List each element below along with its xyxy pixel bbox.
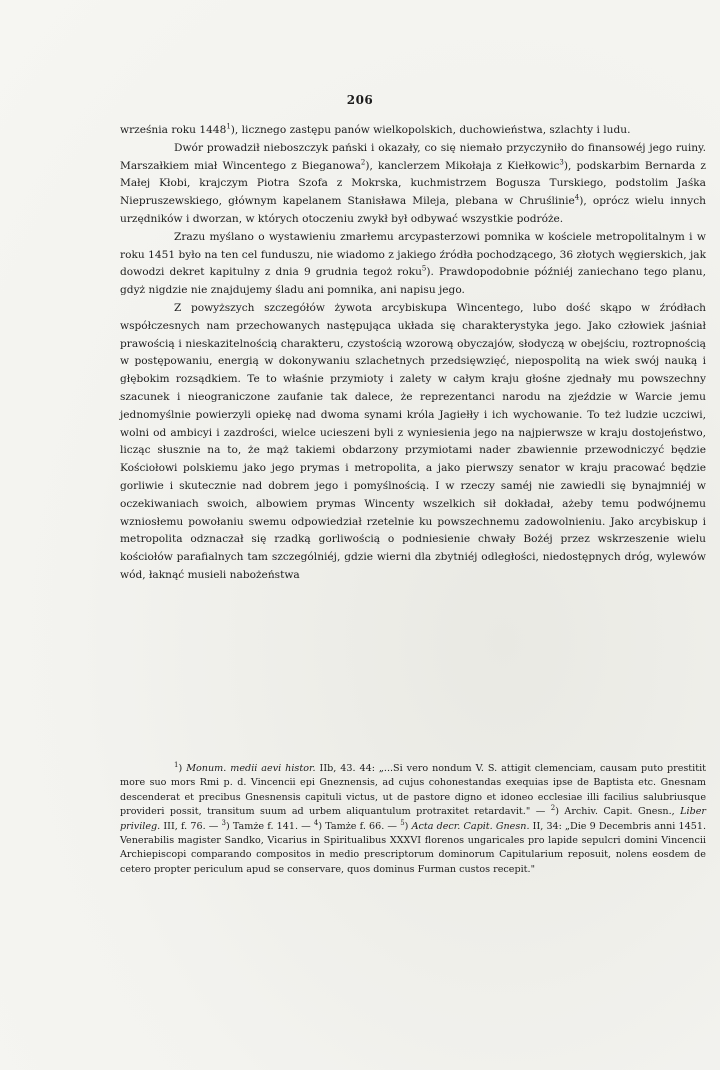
text-run: ), podskarbim Bernarda z Małej Kłobi, krajczym Piotra Szofa z Mokrska, kuchmistrzem Bogusza Turskiego, podstolim Jaśka Niepruszewskiego, głównym kapelanem Stanisława Mileja, plebana w Chruślinie — [120, 159, 706, 208]
italic-citation: Acta decr. Capit. Gnesn. — [411, 820, 530, 832]
italic-citation: Liber privileg. — [120, 806, 706, 832]
footnote-marker: 5 — [421, 264, 427, 273]
text-run: ) — [404, 820, 412, 832]
text-run: ) Tamże f. 141. — — [225, 820, 314, 832]
main-text — [120, 122, 706, 585]
footnote-marker: 2 — [360, 158, 366, 167]
text-run: II, 34: „Die 9 Decembris anni 1451. Venerabilis magister Sandko, Vicarius in Spiritualibus XXXVI florenos ungaricales pro lapide sepulcri domini Vincencii Archiepiscopi comparando compositos in medio prescriptorum dominorum Capitularium reposuit, nolens eosdem de cetero propter periculum apud se conservare, quos dominus Furman custos recepit." — [120, 820, 706, 875]
text-run: ), oprócz wielu innych urzędników i dworzan, w których otoczeniu zwykł był odbywać wszystkie podróże. — [120, 195, 706, 225]
text-run: ), kanclerzem Mikołaja z Kiełkowic — [365, 159, 560, 172]
footnote-marker: 3 — [559, 158, 564, 167]
paragraph — [120, 300, 706, 585]
footnote — [120, 762, 706, 877]
footnote-marker: 5 — [400, 818, 405, 827]
text-run: Zrazu myślano o wystawieniu zmarłemu arcypasterzowi pomnika w kościele metropolitalnym i w roku 1451 było na ten cel funduszu, nie wiadomo z jakiego źródła pochodzącego, 36 złotych węgierskich, jak dowodzi dekret kapitulny z dnia 9 grudnia tegoż roku — [120, 230, 706, 279]
paragraph — [120, 140, 706, 229]
paragraph — [120, 229, 706, 300]
text-run: Dwór prowadził nieboszczyk pański i okazały, co się niemało przyczyniło do finansowéj jego ruiny. Marszałkiem miał Wincentego z Bieganowa — [120, 141, 706, 172]
footnotes — [120, 762, 706, 877]
text-run: września roku 1448 — [120, 124, 227, 136]
text-run: ), licznego zastępu panów wielkopolskich, duchowieństwa, szlachty i ludu. — [230, 124, 631, 136]
text-run: ) Tamże f. 66. — — [318, 820, 401, 832]
footnote-marker: 1 — [226, 122, 231, 131]
text-run: ). Prawdopodobnie późniéj zaniechano tego planu, gdyż nigdzie nie znajdujemy śladu ani pomnika, ani napisu jego. — [120, 266, 706, 297]
text-run: III, f. 76. — — [160, 820, 222, 832]
text-run: IIb, 43. 44: „...Si vero nondum V. S. attigit clemenciam, causam puto prestitit more suo mors Rmi p. d. Vincencii epi Gneznensis, ad cujus cohonestandas exequias ipse de Baptista etc. Gnesnam descenderat et precibus Gnesnensis capituli victus, ut de pastore digno et idoneo ecclesiae illi facilius salubriusque provideri possit, transitum suum ad urbem aliquantulum protraxitet retardavit." — — [120, 763, 707, 818]
footnote-marker: 2 — [550, 804, 556, 813]
footnote-marker: 4 — [313, 818, 319, 827]
text-run: ) — [178, 763, 187, 774]
text-run: ) Archiv. Capit. Gnesn., — [555, 806, 681, 818]
footnote-marker: 3 — [221, 818, 226, 827]
footnote-marker: 1 — [174, 760, 179, 769]
paragraph — [120, 122, 706, 140]
page-number: 206 — [346, 93, 374, 107]
italic-citation: Monum. medii aevi histor. — [186, 763, 316, 774]
footnote-marker: 4 — [574, 193, 580, 202]
text-run: Z powyższych szczegółów żywota arcybiskupa Wincentego, lubo dość skąpo w źródłach współczesnych nam przechowanych następująca układa się charakterystyka jego. Jako człowiek jaśniał prawością i nieskazitelnością charakteru, czystością wzorową obyczajów, słodyczą w obejściu, roztropnością w postępowaniu, energią w dokonywaniu szlachetnych przedsięwzięć, niepospolitą na wiek swój nauką i głębokim rozsądkiem. Te to właśnie przymioty i zalety w całym kraju głośne zjednały mu powszechny szacunek i nieograniczone zaufanie tak dalece, że reprezentanci narodu na zjeździe w Warcie jemu jednomyślnie powierzyli opiekę nad dwoma synami króla Jagiełły i ich wychowanie. To też ludzie uczciwi, wolni od ambicyi i zazdrości, wielce ucieszeni byli z wyniesienia jego na najpierwsze w kraju dostojeństwo, licząc słusznie na to, że mąż takiemi obdarzony przymiotami nader zbawiennie przewodniczyć będzie Kościołowi polskiemu jako jego prymas i metropolita, a jako pierwszy senator w kraju pracować będzie gorliwie i skutecznie nad dobrem jego i pomyślnością. I w rzeczy saméj nie zawiedli się bynajmniéj w oczekiwaniach swoich, albowiem prymas Wincenty wszelkich sił dokładał, ażeby temu podwójnemu wzniosłemu powołaniu swemu odpowiedział rzetelnie ku powszechnemu zadowolnieniu. Jako arcybiskup i metropolita odznaczał się rzadką gorliwością o podniesienie chwały Bożéj przez wskrzeszenie wielu kościołów parafialnych tam szczególniéj, gdzie wierni dla zbytniéj odległości, niedostępnych dróg, wylewów wód, łaknąć musieli nabożeństwa — [120, 301, 706, 581]
